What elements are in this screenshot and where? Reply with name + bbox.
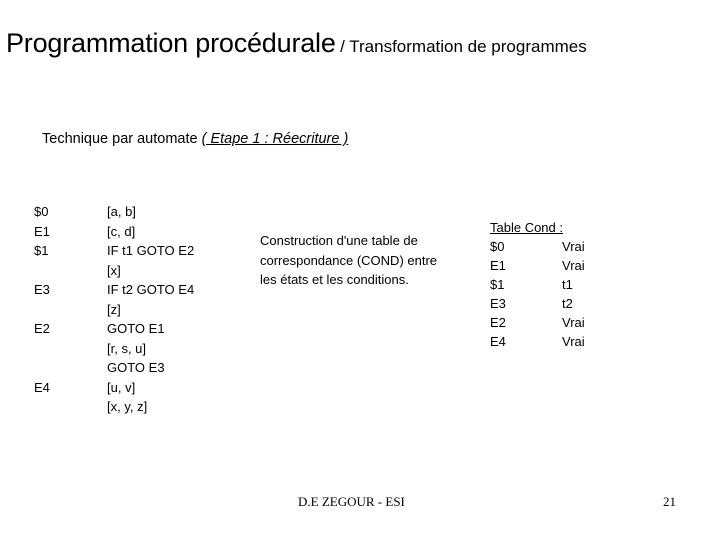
state-label: E4 xyxy=(34,379,50,395)
table-row xyxy=(490,332,585,351)
cond-table xyxy=(490,218,585,351)
slide-subtitle xyxy=(42,131,348,147)
code-line: [c, d] xyxy=(107,223,136,239)
cond-value: Vrai xyxy=(562,334,585,349)
cond-value: t2 xyxy=(562,296,573,311)
state-label: E3 xyxy=(34,282,50,297)
slide-title xyxy=(6,28,587,59)
code-line: [x] xyxy=(107,262,121,278)
cond-state: $1 xyxy=(490,277,505,292)
subtitle-prefix: Technique par automate xyxy=(42,131,202,147)
table-row xyxy=(490,256,585,275)
state-label: $1 xyxy=(34,243,49,258)
code-line: GOTO E1 xyxy=(107,321,165,336)
cond-state: E2 xyxy=(490,315,506,330)
code-line: GOTO E3 xyxy=(107,360,165,375)
code-line: [x, y, z] xyxy=(107,399,148,414)
code-line: [z] xyxy=(107,301,121,317)
cond-value: Vrai xyxy=(562,239,585,254)
table-row xyxy=(490,294,585,313)
page-number: 21 xyxy=(663,494,676,509)
code-line: [u, v] xyxy=(107,379,136,395)
state-label xyxy=(34,358,50,378)
table-row xyxy=(490,313,585,332)
subtitle-step: ( Etape 1 : Réecriture ) xyxy=(201,131,349,147)
state-label xyxy=(34,339,50,359)
cond-table-title: Table Cond : xyxy=(490,220,563,235)
cond-value: Vrai xyxy=(562,315,585,330)
slide-title-main: Programmation procédurale xyxy=(6,28,336,58)
cond-table-grid xyxy=(490,237,585,351)
code-line: IF t1 GOTO E2 xyxy=(107,243,195,258)
state-label: E2 xyxy=(34,321,50,336)
cond-value: t1 xyxy=(562,277,573,292)
state-label xyxy=(34,261,50,281)
slide-footer: D.E ZEGOUR - ESI xyxy=(298,494,405,509)
cond-value: Vrai xyxy=(562,258,585,273)
cond-state: E1 xyxy=(490,258,506,273)
state-label xyxy=(34,300,50,320)
state-label: $0 xyxy=(34,204,49,219)
cond-state: $0 xyxy=(490,239,505,254)
table-row xyxy=(490,237,585,256)
cond-state: E3 xyxy=(490,296,506,311)
slide-title-sub: / Transformation de programmes xyxy=(340,37,587,56)
state-label: E1 xyxy=(34,223,50,239)
explanation-note: Construction d'une table de correspondance (COND) entre les états et les conditions. xyxy=(260,233,438,287)
code-line: [r, s, u] xyxy=(107,340,147,356)
code-column xyxy=(107,202,194,417)
cond-state: E4 xyxy=(490,334,506,349)
code-line: IF t2 GOTO E4 xyxy=(107,282,195,297)
table-row xyxy=(490,275,585,294)
code-line: [a, b] xyxy=(107,204,136,219)
state-labels-column xyxy=(34,202,50,397)
